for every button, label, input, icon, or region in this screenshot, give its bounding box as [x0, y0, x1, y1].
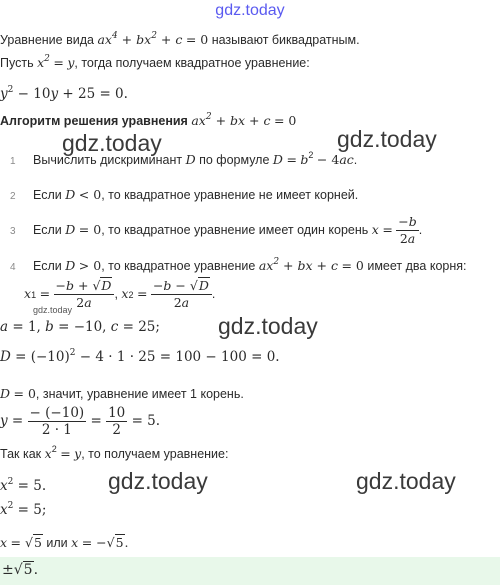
watermark-small: gdz.today: [33, 305, 73, 315]
equation-x2-5: $x^2 = 5$.: [0, 477, 47, 494]
discriminant-calc: $D = (-10)^2 - 4 \cdot 1 \cdot 25 = 100 - 100 = 0$.: [0, 348, 280, 365]
step-text-2: , то квадратное уравнение имеет один корень: [101, 222, 369, 237]
answer-value: ±√5.: [2, 562, 39, 578]
step-4: 4 Если D > 0, то квадратное уравнение $ax^2$ + bx + c = 0 имеет два корня:: [10, 257, 467, 273]
step-3: 3 Если D = 0, то квадратное уравнение имеет один корень x = $\frac{-b}{2a}$ .: [10, 214, 423, 246]
step-text: Вычислить дискриминант: [33, 153, 183, 167]
conclusion-text: , значит, уравнение имеет 1 корень.: [35, 387, 244, 401]
step-text: Если: [33, 222, 62, 237]
back-substitution: Так как $x^2 = y$, то получаем уравнение:: [0, 444, 229, 461]
substitution-line: Пусть $x^2 = y$, тогда получаем квадратное уравнение:: [0, 54, 310, 70]
definition-text: Уравнение вида: [0, 33, 94, 47]
step-text-2: по формуле: [199, 153, 270, 167]
definition-tail: называют биквадратным.: [211, 33, 360, 47]
since-text: Так как: [0, 447, 42, 461]
definition-line: Уравнение вида $ax^4 + bx^2 + c = 0$ называют биквадратным.: [0, 31, 360, 47]
roots-result: x = √5 или x = −√5.: [0, 535, 129, 550]
answer-box: [0, 557, 500, 585]
step-number: 2: [10, 191, 16, 202]
or-text: или: [46, 536, 68, 550]
algorithm-title: Алгоритм решения уравнения $ax^2$ + bx + c = 0: [0, 112, 297, 128]
step-number: 1: [10, 156, 16, 167]
site-watermark: gdz.today: [215, 2, 285, 19]
roots-formula: x1 = $\frac{-b + √D}{2a}$ , x2 = $\frac{-b - √D}{2a}$ .: [24, 278, 216, 310]
watermark: gdz.today: [356, 468, 456, 494]
substitution-tail: , тогда получаем квадратное уравнение:: [74, 56, 310, 70]
step-2: 2 Если D < 0, то квадратное уравнение не имеет корней.: [10, 187, 359, 202]
step-1: 1 Вычислить дискриминант D по формуле $D = b^2 - 4ac$.: [10, 150, 358, 167]
step-text: Если: [33, 188, 62, 202]
watermark: gdz.today: [62, 130, 162, 156]
step-text-3: имеет два корня:: [367, 259, 467, 273]
equation-x2-5-repeat: $x^2 = 5$;: [0, 501, 47, 518]
step-text-2: , то квадратное уравнение не имеет корней.: [101, 188, 359, 202]
since-tail: , то получаем уравнение:: [81, 447, 229, 461]
watermark: gdz.today: [218, 313, 318, 339]
substitution-text: Пусть: [0, 56, 34, 70]
step-text: Если: [33, 259, 62, 273]
coefficients: a = 1, b = −10, c = 25;: [0, 319, 160, 335]
watermark: gdz.today: [337, 126, 437, 152]
quadratic-equation: $y^2 - 10y + 25 = 0$.: [0, 85, 128, 102]
step-number: 4: [10, 262, 16, 273]
watermark: gdz.today: [108, 468, 208, 494]
discriminant-conclusion: D = 0, значит, уравнение имеет 1 корень.: [0, 386, 244, 401]
root-calc: y = $\frac{- (-10)}{2 \cdot 1}$ = $\frac{10}{2}$ = 5.: [0, 405, 161, 438]
step-text-2: , то квадратное уравнение: [101, 259, 256, 273]
step-number: 3: [10, 225, 16, 237]
algorithm-title-text: Алгоритм решения уравнения: [0, 114, 188, 128]
